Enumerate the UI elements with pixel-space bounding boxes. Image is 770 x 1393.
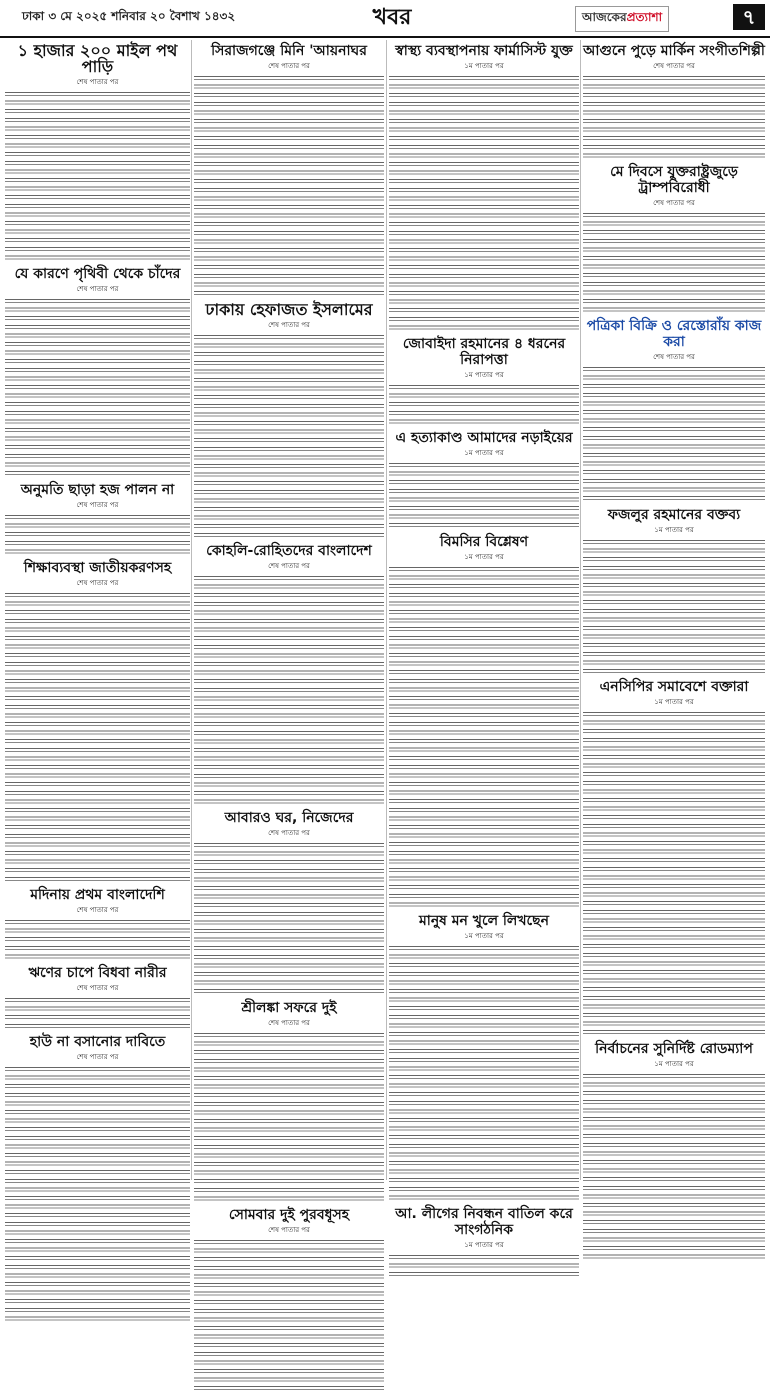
story-body-text (583, 74, 765, 160)
brand-right: প্রত্যাশা (626, 10, 663, 24)
story-continuation: শেষ পাতার পর (268, 1018, 310, 1027)
story-headline: পত্রিকা বিক্রি ও রেস্তোরাঁয় কাজ করা (586, 318, 762, 351)
story-continuation: ১ম পাতার পর (464, 552, 504, 561)
story-body-text (389, 565, 579, 909)
news-story (389, 430, 579, 530)
news-story (194, 1207, 384, 1393)
news-story (194, 543, 384, 806)
story-continuation: শেষ পাতার পর (653, 62, 695, 70)
story-continuation: শেষ পাতার পর (268, 561, 310, 570)
news-story (194, 1000, 384, 1203)
page-number: ৭ (733, 4, 765, 30)
story-body-text (583, 710, 765, 1037)
story-headline: কোহলি-রোহিতদের বাংলাদেশ (206, 542, 372, 559)
story-headline: আবারও ঘর, নিজেদের (224, 810, 354, 827)
story-body-text (389, 944, 579, 1202)
news-story (389, 913, 579, 1202)
story-headline: এ হত্যাকাণ্ড আমাদের নড়াইয়ের (395, 430, 573, 446)
story-continuation: ১ম পাতার পর (654, 698, 694, 707)
story-headline: অনুমতি ছাড়া হজ পালন না (20, 481, 175, 498)
story-body-text (5, 1065, 190, 1323)
story-body-text (194, 1238, 384, 1393)
column-3 (389, 40, 579, 1249)
story-continuation: শেষ পাতার পর (76, 285, 119, 293)
brand-left: আজকের (582, 10, 627, 24)
story-continuation: শেষ পাতার পর (653, 199, 695, 207)
story-headline: নির্বাচনের সুনির্দিষ্ট রোডম্যাপ (595, 1041, 753, 1058)
story-headline: মানুষ মন খুলে লিখছেন (418, 912, 549, 929)
story-headline: হাউ না বসানোর দাবিতে (29, 1034, 166, 1051)
page-header (0, 0, 770, 38)
story-headline: মে দিবসে যুক্তরাষ্ট্রজুড়ে ট্রাম্পবিরোধী (610, 164, 738, 196)
news-story (389, 1206, 579, 1279)
story-continuation: শেষ পাতার পর (653, 353, 695, 362)
story-body-text (194, 74, 384, 298)
story-headline: বিমসির বিশ্লেষণ (439, 533, 529, 550)
story-body-text (583, 1072, 765, 1261)
story-headline: শ্রীলঙ্কা সফরে দুই (241, 999, 337, 1016)
news-story (5, 887, 190, 961)
story-body-text (583, 211, 765, 314)
story-headline: আ. লীগের নিবন্ধন বাতিল করে সাংগঠনিক (395, 1205, 573, 1238)
news-story (194, 810, 384, 996)
story-continuation: শেষ পাতার পর (76, 78, 119, 86)
column-divider (386, 40, 387, 1180)
story-headline: স্বাস্থ্য ব্যবস্থাপনায় ফার্মাসিস্ট যুক্ত (395, 43, 573, 59)
column-1 (5, 40, 190, 1180)
news-story (389, 534, 579, 909)
story-headline: ১ হাজার ২০০ মাইল পথ পাড়ি (17, 41, 178, 76)
news-story (583, 679, 765, 1037)
story-continuation: ১ম পাতার পর (464, 62, 504, 70)
news-story (583, 43, 765, 160)
news-story (5, 482, 190, 556)
story-continuation: শেষ পাতার পর (76, 905, 119, 914)
story-headline: আগুনে পুড়ে মার্কিন সংগীতশিল্পী (583, 43, 765, 59)
news-story (389, 43, 579, 332)
story-headline: শিক্ষাব্যবস্থা জাতীয়করণসহ (23, 559, 172, 576)
story-body-text (194, 574, 384, 806)
news-story (5, 43, 190, 262)
story-body-text (5, 591, 190, 883)
story-body-text (194, 841, 384, 996)
story-continuation: শেষ পাতার পর (268, 62, 310, 70)
news-story (583, 1041, 765, 1261)
story-continuation: শেষ পাতার পর (76, 578, 119, 587)
news-story (5, 1034, 190, 1323)
story-continuation: ১ম পাতার পর (654, 1060, 694, 1069)
story-headline: জোবাইদা রহমানের ৪ ধরনের নিরাপত্তা (402, 336, 566, 368)
story-body-text (5, 90, 190, 262)
section-title: খবর (372, 5, 412, 30)
story-headline: এনসিপির সমাবেশে বক্তারা (599, 679, 749, 696)
story-continuation: ১ম পাতার পর (654, 525, 694, 534)
date-line: ঢাকা ৩ মে ২০২৫ শনিবার ২০ বৈশাখ ১৪৩২ (22, 9, 236, 23)
story-body-text (194, 333, 384, 539)
story-body-text (5, 513, 190, 556)
story-body-text (583, 538, 765, 676)
story-continuation: ১ম পাতার পর (464, 449, 504, 457)
news-story (5, 266, 190, 478)
story-body-text (389, 461, 579, 530)
column-4 (583, 40, 765, 1180)
newspaper-logo (575, 6, 669, 32)
column-divider (580, 40, 581, 1180)
column-2 (194, 40, 384, 1234)
news-story (5, 965, 190, 1030)
story-headline: সোমবার দুই পুরবধূসহ (228, 1206, 350, 1223)
story-headline: যে কারণে পৃথিবী থেকে চাঁদের (14, 266, 181, 282)
story-continuation: ১ম পাতার পর (464, 371, 504, 379)
story-continuation: ১ম পাতার পর (464, 1240, 504, 1249)
story-continuation: শেষ পাতার পর (76, 1053, 119, 1062)
story-headline: মদিনায় প্রথম বাংলাদেশি (30, 886, 165, 903)
header-rule (0, 36, 770, 38)
story-body-text (5, 297, 190, 478)
story-headline: ফজলুর রহমানের বক্তব্য (607, 506, 741, 523)
story-body-text (5, 996, 190, 1030)
story-body-text (389, 74, 579, 332)
story-body-text (389, 1253, 579, 1279)
story-continuation: শেষ পাতার পর (76, 500, 119, 509)
story-body-text (389, 383, 579, 426)
story-body-text (194, 1031, 384, 1203)
news-story (194, 299, 384, 539)
news-story (5, 560, 190, 883)
story-body-text (5, 918, 190, 961)
story-body-text (583, 365, 765, 503)
column-divider (191, 40, 192, 1180)
news-story (583, 507, 765, 676)
news-story (194, 43, 384, 298)
story-continuation: শেষ পাতার পর (76, 983, 119, 992)
news-story (389, 336, 579, 426)
story-continuation: শেষ পাতার পর (268, 1225, 310, 1234)
story-continuation: শেষ পাতার পর (268, 829, 310, 838)
news-story (583, 164, 765, 314)
story-headline: ঢাকায় হেফাজত ইসলামের (205, 299, 373, 319)
story-continuation: ১ম পাতার পর (464, 931, 504, 940)
story-headline: ঋণের চাপে বিধবা নারীর (28, 964, 167, 981)
story-headline: সিরাজগঞ্জে মিনি 'আয়নাঘর (211, 43, 367, 59)
story-continuation: শেষ পাতার পর (268, 320, 310, 329)
news-story (583, 318, 765, 503)
